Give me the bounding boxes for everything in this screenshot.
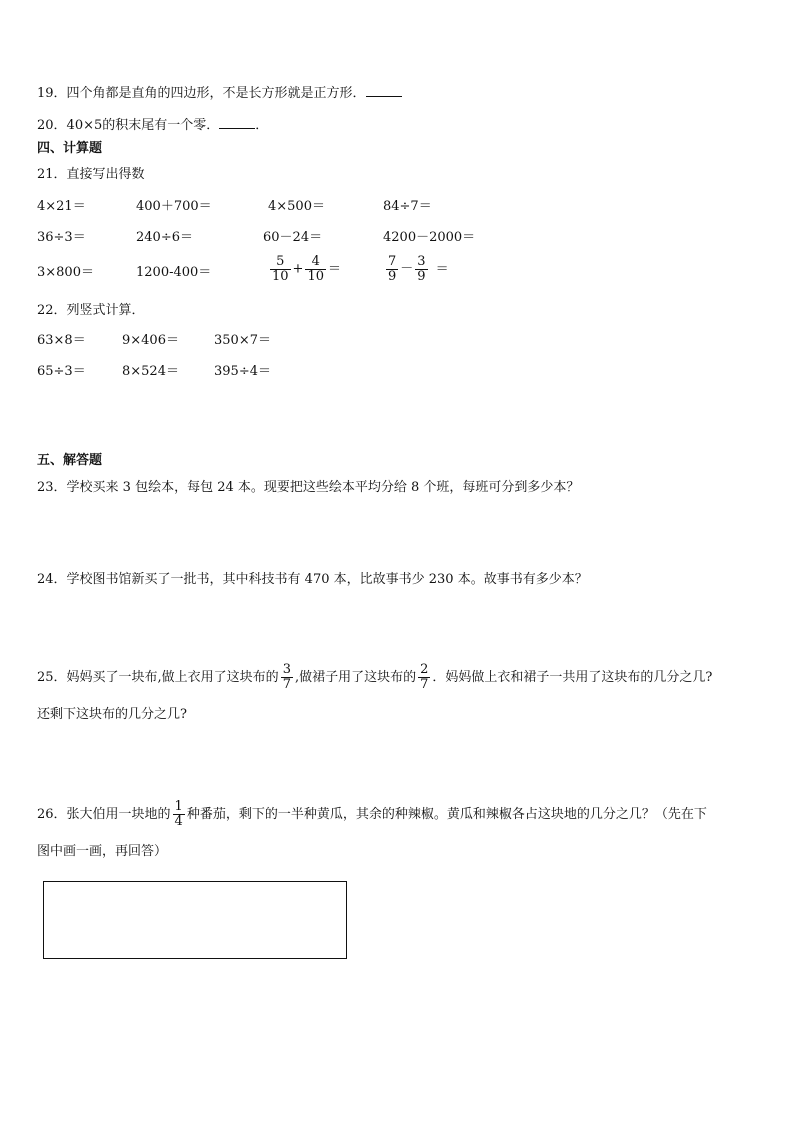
fraction: $\frac{2}{7}$: [420, 662, 429, 692]
calc-item: 3×800＝: [37, 265, 94, 280]
answer-blank[interactable]: [219, 116, 255, 129]
fraction: $\frac{4}{10}$: [307, 254, 324, 284]
vertical-calc-item: 63×8＝: [37, 333, 86, 348]
calc-item: 36÷3＝: [37, 230, 86, 245]
question-19-text: 19．四个角都是直角的四边形，不是长方形就是正方形．: [37, 86, 366, 101]
fraction: $\frac{7}{9}$: [388, 254, 397, 284]
calc-item: 84÷7＝: [383, 199, 432, 214]
vertical-calc-item: 65÷3＝: [37, 364, 86, 379]
vertical-calc-item: 9×406＝: [122, 333, 179, 348]
question-25-line-2: 还剩下这块布的几分之几?: [37, 707, 187, 722]
question-21-text: 21．直接写出得数: [37, 167, 145, 182]
question-25-line-1: 25．妈妈买了一块布,做上衣用了这块布的 $\frac{3}{7}$ ,做裙子用了这块布的 $\frac{2}{7}$ ．妈妈做上衣和裙子一共用了这块布的几分之几?: [37, 662, 713, 692]
section-heading-word-problems: 五、解答题: [37, 453, 103, 468]
calc-item: 4×21＝: [37, 199, 86, 214]
vertical-calc-item: 8×524＝: [122, 364, 179, 379]
question-23-text: 23．学校买来 3 包绘本，每包 24 本。现要把这些绘本平均分给 8 个班，每班可分到多少本？: [37, 480, 580, 495]
question-19: [37, 84, 402, 102]
question-22-text: 22．列竖式计算．: [37, 303, 145, 318]
question-20: 20．40×5的积末尾有一个零． ．: [37, 118, 269, 133]
calc-item: 60－24＝: [263, 230, 323, 245]
question-20-text: 20．40×5的积末尾有一个零．: [37, 118, 220, 133]
fraction: $\frac{3}{7}$: [282, 662, 291, 692]
calc-item: 4×500＝: [268, 199, 325, 214]
calc-item: 240÷6＝: [136, 230, 193, 245]
calc-item: 400＋700＝: [136, 199, 212, 214]
fraction: $\frac{1}{4}$: [174, 799, 183, 829]
fraction: $\frac{3}{9}$: [417, 254, 426, 284]
question-26-line-1: 26．张大伯用一块地的 $\frac{1}{4}$ 种番茄，剩下的一半种黄瓜，其余的种辣椒。黄瓜和辣椒各占这块地的几分之几？（先在下: [37, 799, 707, 829]
calc-item: 1200-400＝: [136, 265, 212, 280]
drawing-area-box[interactable]: [43, 881, 347, 959]
fraction-expression: $\frac{7}{9}$ － $\frac{3}{9}$ ＝: [388, 254, 449, 284]
question-26-line-2: 图中画一画，再回答）: [37, 844, 168, 859]
vertical-calc-item: 350×7＝: [214, 333, 271, 348]
section-heading-calculation: 四、计算题: [37, 141, 103, 156]
answer-blank[interactable]: [366, 84, 402, 97]
fraction: $\frac{5}{10}$: [272, 254, 289, 284]
vertical-calc-item: 395÷4＝: [214, 364, 271, 379]
question-24-text: 24．学校图书馆新买了一批书，其中科技书有 470 本，比故事书少 230 本。故事书有多少本？: [37, 572, 588, 587]
calc-item: 4200－2000＝: [383, 230, 476, 245]
fraction-expression: $\frac{5}{10}$ + $\frac{4}{10}$ ＝: [272, 254, 342, 284]
